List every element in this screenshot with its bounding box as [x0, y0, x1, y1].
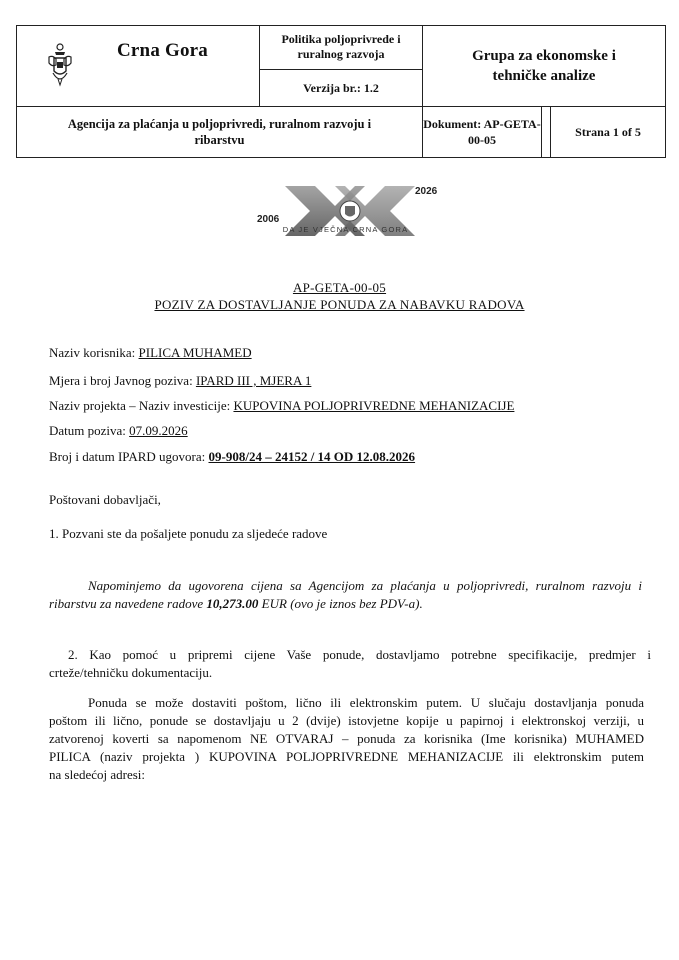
beneficiary-field: [49, 345, 252, 361]
beneficiary-value: PILICA MUHAMED: [138, 345, 252, 360]
delivery-line-2: poštom ili lično, ponude se dostavljaju u 2 (dvije) istovjetne kopije u papirnoj i elektronskoj verziji, u: [49, 713, 644, 728]
beneficiary-label: Naziv korisnika:: [49, 345, 139, 360]
header-doc-page-cell: [423, 107, 666, 158]
project-field: [49, 398, 514, 414]
logo-year-end: 2026: [415, 186, 438, 197]
group-line-1: Grupa za ekonomske i: [472, 48, 616, 64]
document-main-title: POZIV ZA DOSTAVLJANJE PONUDA ZA NABAVKU RADOVA: [154, 297, 525, 312]
policy-line-2: ruralnog razvoja: [297, 47, 385, 61]
header-org-cell: [17, 26, 260, 107]
doc-line-1: Dokument: AP-GETA-: [423, 117, 541, 131]
price-note-pre: ribarstvu za navedene radove: [49, 596, 207, 611]
version-label: Verzija br.: 1.2: [303, 81, 379, 95]
logo-year-start: 2006: [257, 214, 280, 225]
price-note-line-1: Napominjemo da ugovorena cijena sa Agencijom za plaćanja u poljoprivredi, ruralnom razvoju i: [88, 578, 642, 593]
policy-line-1: Politika poljoprivrede i: [281, 32, 401, 46]
measure-value: IPARD III , MJERA 1: [195, 373, 312, 388]
logo-motto: DA JE VJEČNA CRNA GORA: [282, 225, 409, 234]
header-policy-cell: [260, 26, 423, 107]
delivery-line-1: Ponuda se može dostaviti poštom, lično ili elektronskim putem. U slučaju dostavljanja ponuda: [88, 695, 644, 710]
doc-line-2: 00-05: [467, 133, 496, 147]
price-note-amount: 10,273.00: [206, 596, 259, 611]
measure-field: [49, 373, 311, 389]
agency-line-2: ribarstvu: [194, 133, 245, 147]
project-value: KUPOVINA POLJOPRIVREDNE MEHANIZACIJE: [233, 398, 515, 413]
contract-field: [49, 449, 415, 465]
delivery-line-4: PILICA (naziv projekta ) KUPOVINA POLJOPRIVREDNE MEHANIZACIJE ili elektronskim putem: [49, 749, 644, 764]
greeting: Poštovani dobavljači,: [49, 492, 161, 507]
contract-value: 09-908/24 – 24152 / 14 OD 12.08.2026: [208, 449, 416, 464]
document-code-title: AP-GETA-00-05: [292, 280, 387, 295]
group-title: [423, 46, 665, 86]
document-id: [423, 116, 540, 148]
date-label: Datum poziva:: [49, 423, 130, 438]
price-note-line-2: [49, 594, 642, 613]
item-2-line-1: 2. Kao pomoć u pripremi cijene Vaše ponude, dostavljamo potrebne specifikacije, predmjer i: [68, 647, 651, 662]
header-group-cell: [423, 26, 666, 107]
document-id-cell: [423, 107, 542, 157]
coat-of-arms-icon: [47, 43, 73, 87]
item-1: 1. Pozvani ste da pošaljete ponudu za sljedeće radove: [49, 526, 328, 541]
contract-label: Broj i datum IPARD ugovora:: [49, 449, 209, 464]
agency-line-1: Agencija za plaćanja u poljoprivredi, ruralnom razvoju i: [67, 117, 372, 131]
policy-title: [260, 26, 422, 70]
page-number: Strana 1 of 5: [575, 124, 641, 139]
date-field: [49, 423, 188, 439]
group-line-2: tehničke analize: [492, 68, 596, 84]
header-spacer: [542, 107, 551, 157]
header-agency-cell: [17, 107, 423, 158]
measure-label: Mjera i broj Javnog poziva:: [49, 373, 196, 388]
document-header-table: [16, 25, 666, 158]
org-name: Crna Gora: [117, 40, 208, 61]
price-note-post: EUR (ovo je iznos bez PDV-a).: [258, 596, 423, 611]
project-label: Naziv projekta – Naziv investicije:: [49, 398, 234, 413]
delivery-line-5: na sledećoj adresi:: [49, 767, 146, 782]
delivery-line-3: zatvorenoj koverti sa napomenom NE OTVARAJ – ponuda za korisnika (Ime korisnika) MUHAMED: [49, 731, 644, 746]
agency-name: [23, 116, 416, 148]
date-value: 07.09.2026: [129, 423, 188, 438]
item-2-line-2: crteže/tehničku dokumentaciju.: [49, 665, 213, 680]
